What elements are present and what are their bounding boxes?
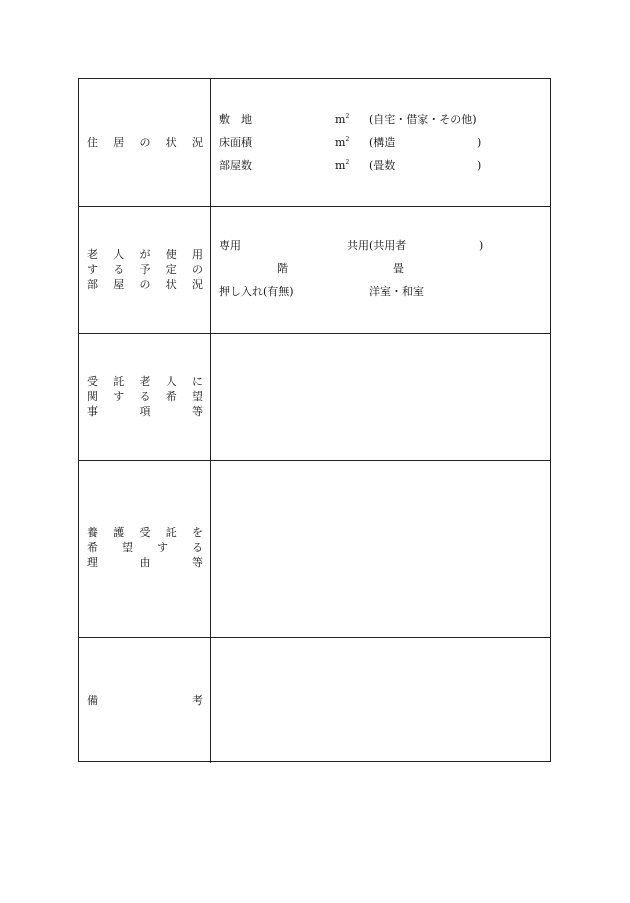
label-line (87, 390, 203, 404)
label-char: 由 (139, 556, 151, 569)
label-char: す (87, 263, 98, 276)
label-line (87, 375, 203, 389)
label-char: 考 (192, 694, 203, 707)
label-char: す (113, 390, 125, 403)
unit-superscript: 2 (345, 136, 350, 143)
mat-count-field: 畳 (393, 262, 404, 275)
label-char: に (192, 375, 203, 388)
elder-room-fields (211, 207, 550, 333)
label-char: 用 (192, 248, 203, 261)
label-char: 況 (192, 278, 203, 291)
label-char: る (139, 390, 151, 403)
label-char: 部 (87, 278, 98, 291)
room-style-options: 洋室・和室 (369, 285, 424, 298)
label-char: る (192, 541, 203, 554)
label-char: 状 (165, 278, 177, 291)
elder-wishes-field[interactable] (211, 334, 550, 460)
label-char: 住 (87, 136, 98, 149)
label-char: 人 (165, 375, 177, 388)
label-line (87, 405, 203, 419)
elder-room-label (79, 207, 211, 333)
unit-text: m (335, 136, 346, 149)
residence-row (79, 79, 550, 206)
elder-wishes-row (79, 333, 550, 460)
residence-fields (211, 79, 550, 206)
label-char: す (157, 541, 168, 554)
label-char: 理 (87, 556, 98, 569)
label-line (87, 278, 203, 292)
label-char: 居 (113, 136, 125, 149)
label-char: 関 (87, 390, 98, 403)
unit-text: m (335, 159, 346, 172)
label-char: が (139, 248, 151, 261)
care-reason-label (79, 461, 211, 637)
label-char: の (139, 136, 151, 149)
shared-close-paren: ) (479, 239, 484, 252)
label-char: 定 (165, 263, 177, 276)
remarks-label (79, 638, 211, 763)
label-char: 状 (165, 136, 177, 149)
floor-level-field: 階 (277, 262, 288, 275)
closet-field: 押し入れ(有無) (219, 285, 294, 298)
label-char: 屋 (113, 278, 125, 291)
unit-superscript: 2 (345, 159, 350, 166)
label-char: を (192, 526, 203, 539)
label-line (87, 541, 203, 555)
label-char: 託 (113, 375, 125, 388)
label-line (87, 556, 203, 570)
label-char: 等 (192, 405, 203, 418)
room-count-unit (335, 159, 349, 173)
floor-area-label: 床面積 (219, 136, 252, 149)
structure-close-paren: ) (477, 136, 482, 149)
unit-superscript: 2 (345, 113, 350, 120)
care-reason-field[interactable] (211, 461, 550, 637)
label-char: 備 (87, 694, 98, 707)
label-char: 護 (113, 526, 125, 539)
label-char: 養 (87, 526, 98, 539)
label-char: 受 (87, 375, 98, 388)
remarks-row (79, 637, 550, 763)
room-count-label: 部屋数 (219, 159, 252, 172)
label-char: の (192, 263, 203, 276)
label-char: 老 (87, 248, 98, 261)
structure-field: (構造 (369, 136, 396, 149)
site-area-label: 敷 地 (219, 113, 252, 126)
label-char: 望 (192, 390, 203, 403)
label-line (87, 248, 203, 262)
care-reason-row (79, 460, 550, 637)
label-char: 予 (139, 263, 151, 276)
label-char: 項 (139, 405, 151, 418)
tatami-close-paren: ) (477, 159, 482, 172)
elder-room-row (79, 206, 550, 333)
residence-label (79, 79, 211, 206)
label-char: 人 (113, 248, 125, 261)
label-char: 使 (165, 248, 177, 261)
label-line (87, 136, 203, 150)
label-char: 等 (192, 556, 203, 569)
label-char: る (113, 263, 125, 276)
label-char: 希 (165, 390, 177, 403)
unit-text: m (335, 113, 346, 126)
home-care-form (78, 78, 551, 762)
label-line (87, 526, 203, 540)
tatami-count-field: (畳数 (369, 159, 396, 172)
label-char: の (139, 278, 151, 291)
label-char: 望 (122, 541, 133, 554)
label-char: 況 (192, 136, 203, 149)
ownership-options: (自宅・借家・その他) (369, 113, 477, 126)
label-char: 事 (87, 405, 98, 418)
label-char: 老 (139, 375, 151, 388)
floor-area-unit (335, 136, 349, 150)
elder-wishes-label (79, 334, 211, 460)
site-area-unit (335, 113, 349, 127)
private-option: 専用 (219, 239, 241, 252)
label-char: 受 (139, 526, 151, 539)
shared-option: 共用(共用者 (347, 239, 407, 252)
label-line (87, 263, 203, 277)
remarks-field[interactable] (211, 638, 550, 763)
label-char: 託 (165, 526, 177, 539)
label-line (87, 694, 203, 708)
label-char: 希 (87, 541, 98, 554)
